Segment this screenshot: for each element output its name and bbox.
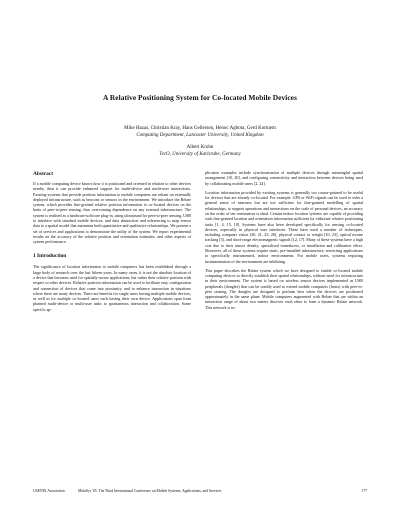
affiliation-secondary: TecO, University of Karlsruhe, Germany bbox=[159, 152, 241, 157]
page-number: 177 bbox=[361, 489, 367, 493]
body-paragraph: This paper describes the Relate system which we have designed to enable co-located mobile computing devices to directly establish their spatial relationships, without need for infrastructure in their environment. The system is based on wireless sensor devices implemented as USB peripherals (dongles) that can be readily used to extend mobile computers (hosts) with peer-to-peer sensing. The dongles are designed to perform best when the devices are positioned approximately in the same plane. Mobile computers augmented with Relate that are within an interaction range of about two meters discover each other to form a dynamic Relate network. This network is in- bbox=[205, 267, 363, 310]
introduction-text: The significance of location information to mobile computers has been established through a large body of research over the last fifteen years. In many cases, it is not the absolute location of a device that becomes used for spatially-aware applications, but rather their relative position with respect to other devices. Relative position information can be used to facilitate easy configuration and connection of devices that come into proximity, and to enhance interaction in situations where there are many devices. There are benefits for single users having multiple mobile devices, as well as for multiple co-located users each having their own device. Applications span from planned multi-device or multi-user tasks to spontaneous interaction and collaboration. Some specific ap- bbox=[33, 264, 192, 312]
body-paragraph: Location information provided by existing systems is generally too coarse-grained to be useful for devices that are already co-located. For example, GPS or WiFi signals can be used to infer a general sense of nearness but are not sufficient for fine-grained modelling of spatial relationships, to support operations and interactions on the scale of personal devices, an accuracy on the order of ten centimetres is ideal. Certain indoor location systems are capable of providing such fine-grained location and orientation information sufficient for elaborate relative positioning tasks [1, 4, 15, 18]. Systems have also been developed specifically for sensing co-located devices, especially in physical user interfaces. These have used a number of techniques, including computer vision [20, 21, 25, 26], physical contact or weight [10, 23], optical mouse tracking [5], and short-range electromagnetic signals [12, 17]. Many of these systems have a high cost due to their sensor density, specialised transducers, or installation and calibration effort. Moreover, all of these systems require static, pre-installed infrastructure, restricting applications to specifically instrumented, indoor environments. For mobile users, systems requiring instrumentation of the environment are inhibiting. bbox=[205, 189, 363, 264]
right-column bbox=[205, 170, 363, 310]
body-paragraph: plication examples include synchronisation of multiple devices through meaningful spatial arrangement [10, 20], and configuring connectivity and interaction between devices being used by collaborating mobile users [2, 24]. bbox=[205, 170, 363, 186]
introduction-heading: 1 Introduction bbox=[33, 253, 67, 260]
footer-publisher: USENIX Association bbox=[33, 489, 65, 493]
paper-title: A Relative Positioning System for Co-located Mobile Devices bbox=[103, 93, 297, 102]
footer-conference: MobiSys '05: The Third International Conference on Mobile Systems, Applications, and Services bbox=[78, 489, 222, 493]
author-list: Mike Hazas, Christian Kray, Hans Gellersen, Henoc Agbota, Gerd Kortuem bbox=[124, 126, 276, 131]
abstract-text: If a mobile computing device knows how it is positioned and oriented in relation to other devices nearby, then it can provide enhanced support for multi-device and multi-user interactions. Existing systems that provide position information to mobile computers are reliant on externally deployed infrastructure, such as beacons or sensors in the environment. We introduce the Relate system, which provides fine-grained relative position information to co-located devices on the basis of peer-to-peer sensing, thus overcoming dependence on any external infrastructure. The system is realised as a hardware/software plug-in, using ultrasound for peer-to-peer sensing, USB to interface with standard mobile devices, and data abstraction and inferencing to map sensor data to a spatial model that maintains both quantitative and qualitative relationships. We present a set of services and applications to demonstrate the utility of the system. We report experimental results on the accuracy of the relative position and orientation estimates, and other aspects of system performance. bbox=[33, 181, 191, 245]
left-column bbox=[33, 171, 191, 312]
abstract-heading: Abstract bbox=[33, 171, 54, 177]
affiliation: Computing Department, Lancaster University, United Kingdom bbox=[136, 133, 264, 138]
author-list-secondary: Albert Krohn bbox=[186, 145, 214, 150]
page-footer bbox=[33, 489, 367, 494]
